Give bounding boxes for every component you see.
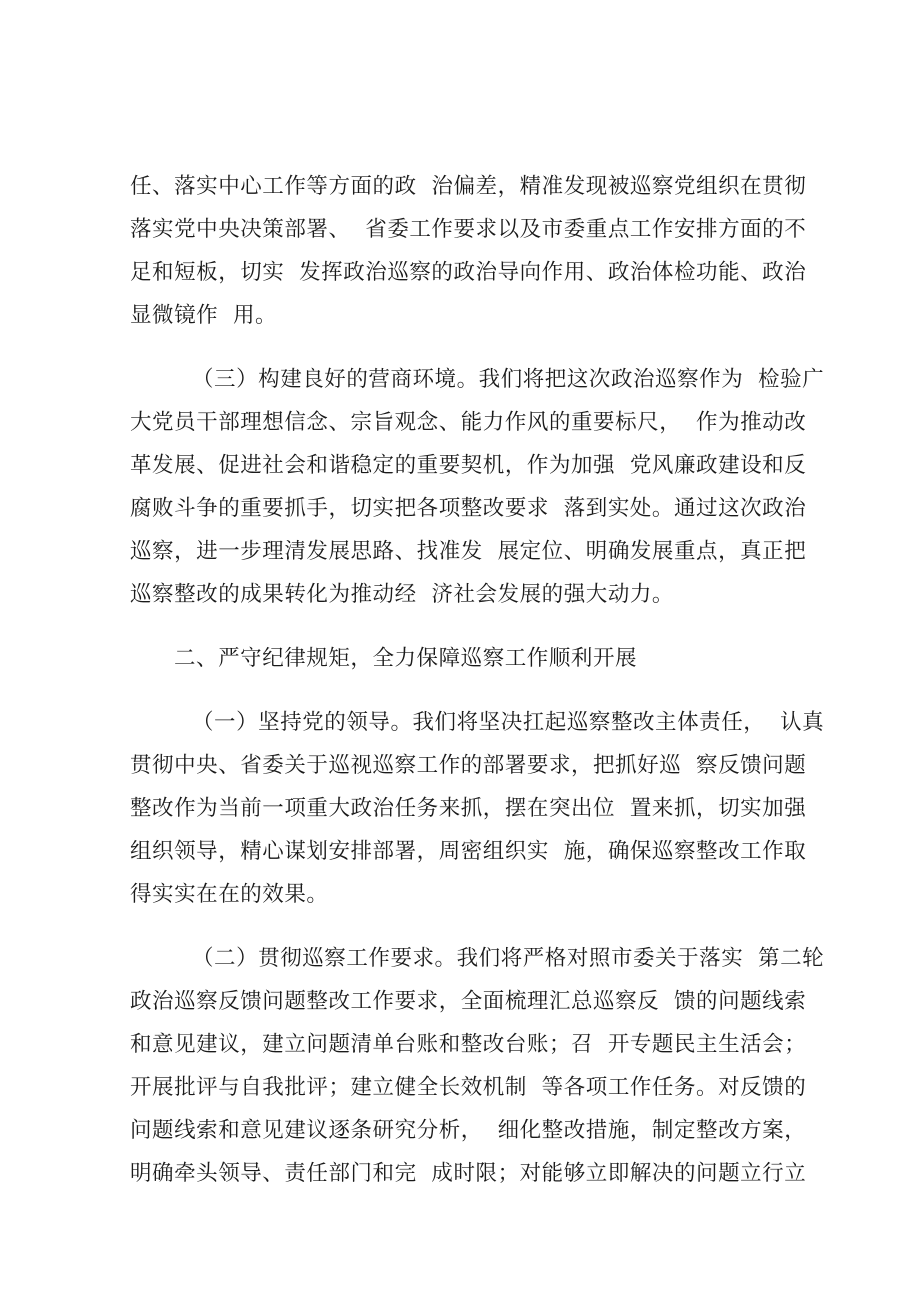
paragraph-line: 落实党中央决策部署、 省委工作要求以及市委重点工作安排方面的不: [130, 217, 807, 242]
paragraph-line: （一）坚持党的领导。我们将坚决扛起巡察整改主体责任， 认真: [192, 710, 825, 735]
paragraph-line: 大党员干部理想信念、宗旨观念、能力作风的重要标尺， 作为推动改: [130, 410, 807, 435]
paragraph-line: 得实实在在的效果。: [130, 882, 329, 907]
paragraph-line: 足和短板，切实 发挥政治巡察的政治导向作用、政治体检功能、政治: [130, 260, 807, 285]
paragraph-line: （三）构建良好的营商环境。我们将把这次政治巡察作为 检验广: [192, 367, 825, 392]
paragraph-line: 明确牵头领导、责任部门和完 成时限；对能够立即解决的问题立行立: [130, 1161, 807, 1186]
paragraph-1: [130, 165, 807, 337]
paragraph-4: [130, 937, 825, 1195]
paragraph-line: 组织领导，精心谋划安排部署，周密组织实 施，确保巡察整改工作取: [130, 839, 807, 864]
paragraph-line: 革发展、促进社会和谐稳定的重要契机，作为加强 党风廉政建设和反: [130, 453, 807, 478]
paragraph-line: 显微镜作 用。: [130, 303, 278, 328]
section-heading: [130, 637, 800, 680]
paragraph-2: [130, 358, 825, 616]
paragraph-line: 和意见建议，建立问题清单台账和整改台账；召 开专题民主生活会；: [130, 1032, 807, 1057]
paragraph-line: 巡察，进一步理清发展思路、找准发 展定位、明确发展重点，真正把: [130, 539, 807, 564]
paragraph-line: 政治巡察反馈问题整改工作要求，全面梳理汇总巡察反 馈的问题线索: [130, 989, 807, 1014]
paragraph-line: 贯彻中央、省委关于巡视巡察工作的部署要求，把抓好巡 察反馈问题: [130, 753, 807, 778]
section-heading-text: 二、严守纪律规矩，全力保障巡察工作顺利开展: [174, 646, 638, 671]
paragraph-line: 整改作为当前一项重大政治任务来抓，摆在突出位 置来抓，切实加强: [130, 796, 807, 821]
paragraph-line: 任、落实中心工作等方面的政 治偏差，精准发现被巡察党组织在贯彻: [130, 174, 807, 199]
paragraph-line: 开展批评与自我批评；建立健全长效机制 等各项工作任务。对反馈的: [130, 1075, 807, 1100]
paragraph-3: [130, 701, 825, 916]
paragraph-line: 腐败斗争的重要抓手，切实把各项整改要求 落到实处。通过这次政治: [130, 496, 807, 521]
paragraph-line: 问题线索和意见建议逐条研究分析， 细化整改措施，制定整改方案，: [130, 1118, 807, 1143]
paragraph-line: （二）贯彻巡察工作要求。我们将严格对照市委关于落实 第二轮: [192, 946, 825, 971]
paragraph-line: 巡察整改的成果转化为推动经 济社会发展的强大动力。: [130, 582, 674, 607]
document-body: [130, 165, 825, 1195]
